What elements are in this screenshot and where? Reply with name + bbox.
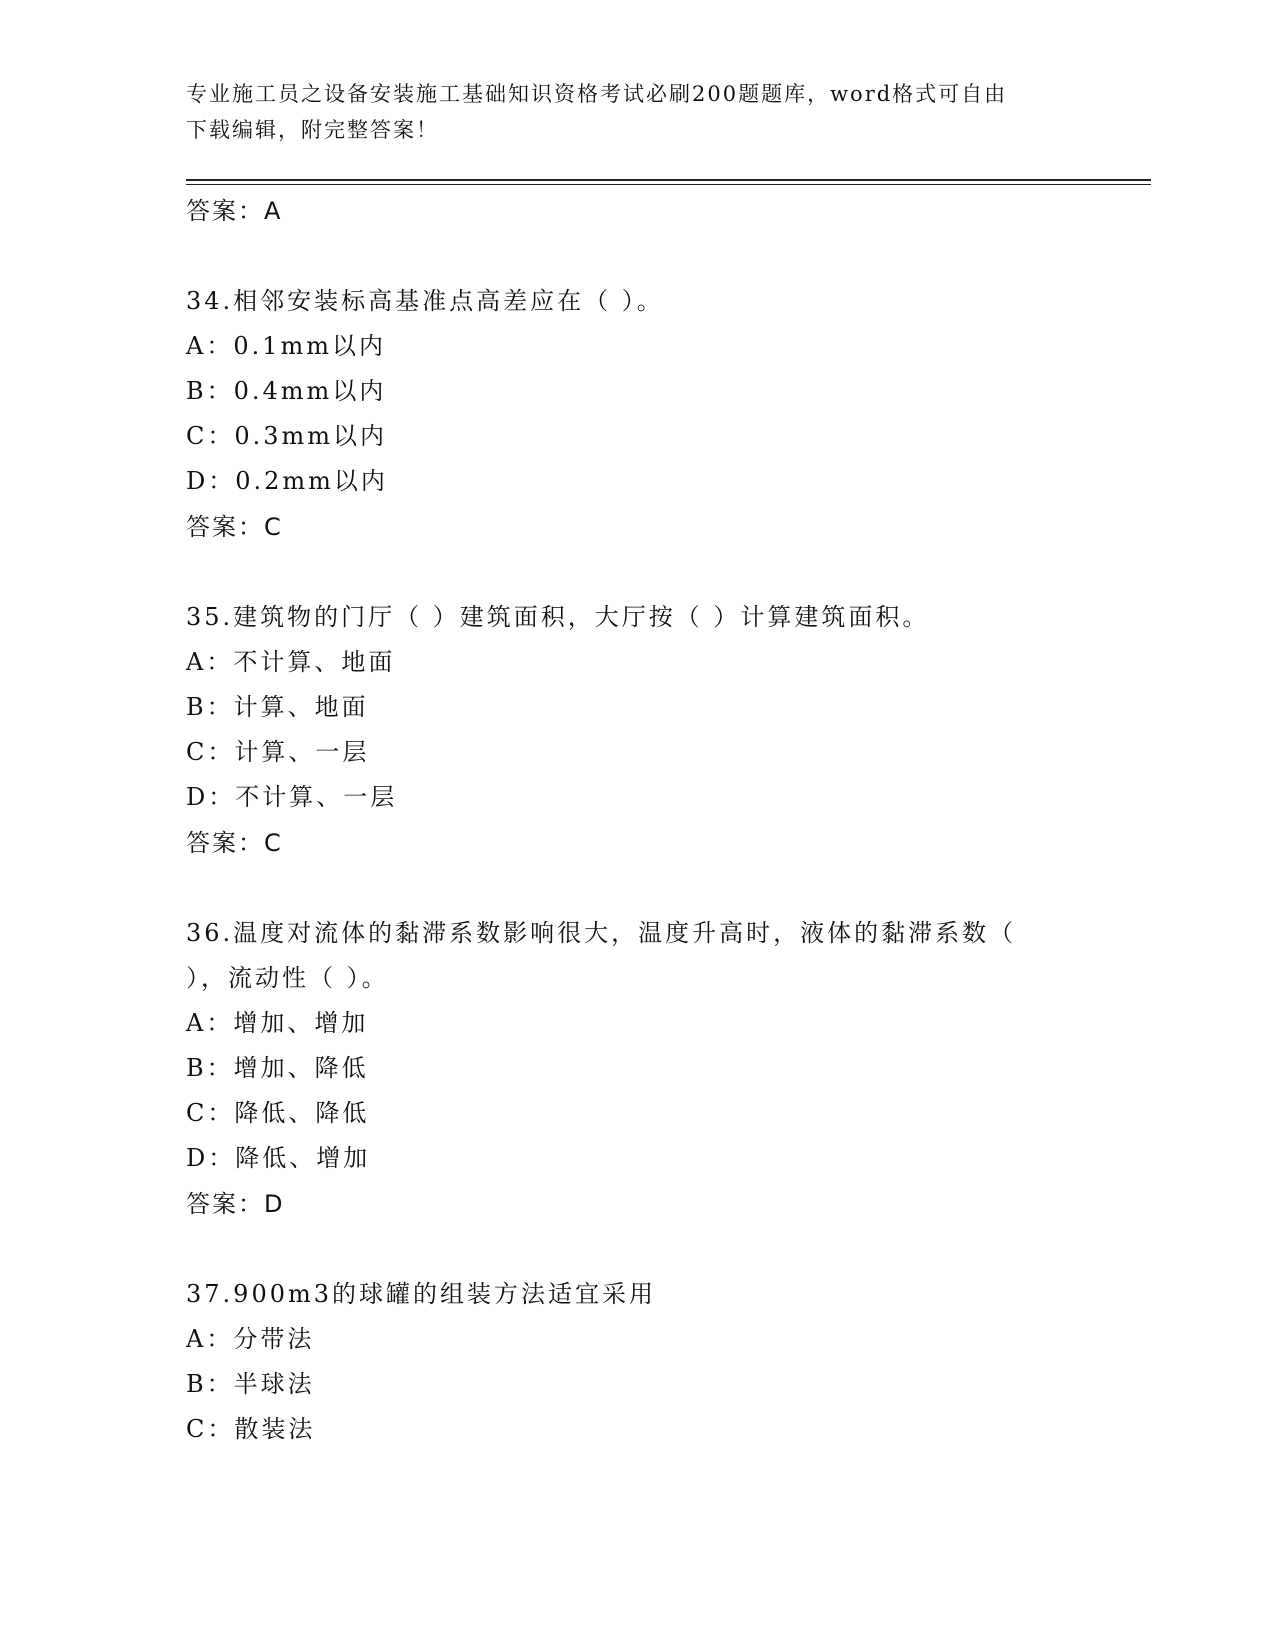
header-divider-thick xyxy=(186,179,1151,181)
option-d: D：降低、增加 xyxy=(186,1144,371,1172)
question-text: 35.建筑物的门厅（ ）建筑面积，大厅按（ ）计算建筑面积。 xyxy=(186,603,930,631)
option-a: A：增加、增加 xyxy=(186,1009,369,1037)
option-d: D：不计算、一层 xyxy=(186,783,398,811)
option-a: A：0.1mm以内 xyxy=(186,332,387,360)
option-b: B：增加、降低 xyxy=(186,1054,369,1082)
option-b: B：计算、地面 xyxy=(186,693,369,721)
option-b: B：半球法 xyxy=(186,1370,315,1398)
question-list xyxy=(186,188,1086,1452)
option-c: C：0.3mm以内 xyxy=(186,422,388,450)
option-c: C：计算、一层 xyxy=(186,738,370,766)
question-37 xyxy=(186,1272,1086,1452)
question-35 xyxy=(186,595,1086,866)
previous-answer: 答案：A xyxy=(186,197,283,225)
header-title-line-2: 下载编辑，附完整答案！ xyxy=(186,118,439,142)
question-text-line-1: 36.温度对流体的黏滞系数影响很大，温度升高时，液体的黏滞系数（ xyxy=(186,919,1017,947)
question-36 xyxy=(186,911,1086,1227)
option-b: B：0.4mm以内 xyxy=(186,377,387,405)
document-header xyxy=(186,76,1086,148)
option-c: C：降低、降低 xyxy=(186,1099,370,1127)
question-34 xyxy=(186,279,1086,550)
question-text-line-2: ），流动性（ ）。 xyxy=(186,964,389,992)
question-text: 37.900m3的球罐的组装方法适宜采用 xyxy=(186,1280,657,1308)
header-title-line-1: 专业施工员之设备安装施工基础知识资格考试必刷200题题库，word格式可自由 xyxy=(186,82,1008,106)
answer: 答案：C xyxy=(186,829,283,857)
answer: 答案：D xyxy=(186,1190,285,1218)
option-a: A：不计算、地面 xyxy=(186,648,396,676)
answer: 答案：C xyxy=(186,513,283,541)
header-divider-thin xyxy=(186,184,1151,185)
option-a: A：分带法 xyxy=(186,1325,315,1353)
option-d: D：0.2mm以内 xyxy=(186,467,388,495)
option-c: C：散装法 xyxy=(186,1415,316,1443)
question-text: 34.相邻安装标高基准点高差应在（ ）。 xyxy=(186,287,664,315)
